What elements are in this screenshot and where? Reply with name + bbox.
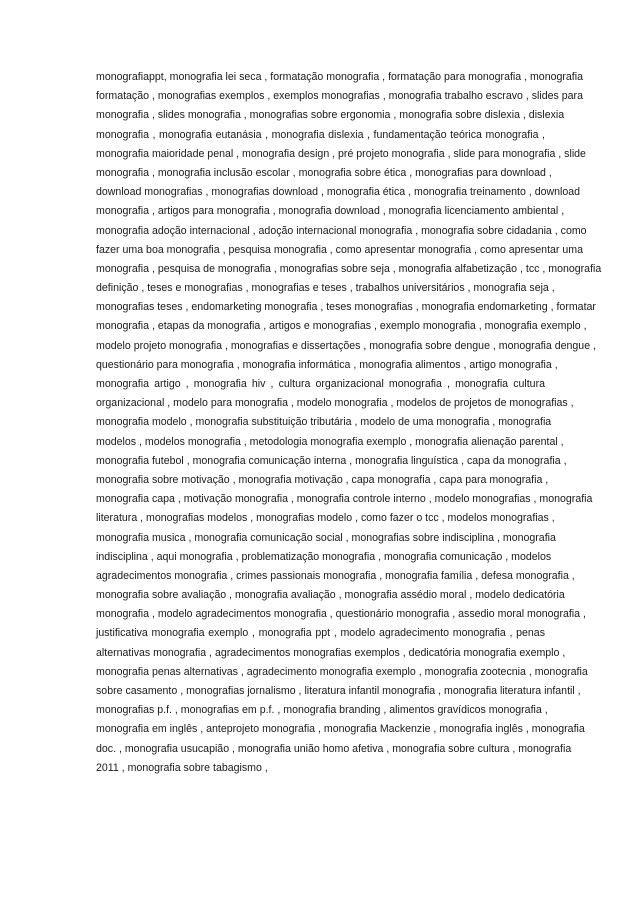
text-line: literatura , monografias modelos , monografias modelo , como fazer o tcc , modelos monografias , <box>96 512 555 525</box>
text-line: questionário para monografia , monografia informática , monografia alimentos , artigo monografia , <box>96 358 558 371</box>
text-line: doc. , monografia usucapião , monografia união homo afetiva , monografia sobre cultura , monografia <box>96 742 572 755</box>
text-line: monografia sobre motivação , monografia motivação , capa monografia , capa para monografia , <box>96 473 549 486</box>
text-line: organizacional , modelo para monografia , modelo monografia , modelos de projetos de monografias , <box>96 397 574 410</box>
keyword-paragraph <box>96 68 602 778</box>
text-line: monografia artigo , monografia hiv , cultura organizacional monografia , monografia cultura <box>96 378 545 390</box>
text-line: monografia , artigos para monografia , monografia download , monografia licenciamento ambiental , <box>96 205 565 218</box>
text-line: 2011 , monografia sobre tabagismo , <box>96 761 268 774</box>
text-line: indisciplina , aqui monografia , problematização monografia , monografia comunicação , modelos <box>96 550 552 563</box>
text-line: sobre casamento , monografias jornalismo , literatura infantil monografia , monografia literatura infantil , <box>96 685 581 697</box>
text-line: monografia , slides monografia , monografias sobre ergonomia , monografia sobre dislexia , dislexia <box>96 109 565 122</box>
text-line: monografia em inglês , anteprojeto monografia , monografia Mackenzie , monografia inglês , monografia <box>96 723 585 736</box>
text-line: monografias p.f. , monografias em p.f. , monografia branding , alimentos gravídicos monografia , <box>96 704 548 717</box>
text-line: monografia , monografia eutanásia , monografia dislexia , fundamentação teórica monografia , <box>96 128 545 141</box>
text-line: monografia penas alternativas , agradecimento monografia exemplo , monografia zootecnia , monografia <box>96 665 588 678</box>
text-line: monografia , etapas da monografia , artigos e monografias , exemplo monografia , monografia exemplo , <box>96 320 587 333</box>
text-line: formatação , monografias exemplos , exemplos monografias , monografia trabalho escravo , slides para <box>96 90 583 103</box>
text-line: monografia modelo , monografia substituição tributária , modelo de uma monografia , monografia <box>96 416 552 429</box>
text-line: alternativas monografia , agradecimentos monografias exemplos , dedicatória monografia exemplo , <box>96 646 566 659</box>
text-line: monografia , modelo agradecimentos monografia , questionário monografia , assedio moral monografia , <box>96 608 586 621</box>
text-line: monografia sobre avaliação , monografia avaliação , monografia assédio moral , modelo dedicatória <box>96 589 565 602</box>
text-line: modelo projeto monografia , monografias e dissertações , monografia sobre dengue , monografia dengue , <box>96 339 596 352</box>
text-line: modelos , modelos monografia , metodologia monografia exemplo , monografia alienação parental , <box>96 435 564 448</box>
text-line: monografias teses , endomarketing monografia , teses monografias , monografia endomarketing , formatar <box>96 301 596 314</box>
text-line: monografia futebol , monografia comunicação interna , monografia linguística , capa da monografia , <box>96 454 567 467</box>
text-line: monografiappt, monografia lei seca , formatação monografia , formatação para monografia , monografia <box>96 71 583 83</box>
text-line: justificativa monografia exemplo , monografia ppt , modelo agradecimento monografia , penas <box>96 627 545 640</box>
text-line: monografia , monografia inclusão escolar , monografia sobre ética , monografias para download , <box>96 166 552 179</box>
text-line: monografia , pesquisa de monografia , monografias sobre seja , monografia alfabetização , tcc , monografia <box>96 262 602 275</box>
text-line: monografia maioridade penal , monografia design , pré projeto monografia , slide para monografia , slide <box>96 147 586 160</box>
text-line: fazer uma boa monografia , pesquisa monografia , como apresentar monografia , como apresentar uma <box>96 243 583 256</box>
text-line: monografia capa , motivação monografia , monografia controle interno , modelo monografias , monografia <box>96 493 593 506</box>
text-line: monografia musica , monografia comunicação social , monografias sobre indisciplina , monografia <box>96 531 556 544</box>
text-line: agradecimentos monografia , crimes passionais monografia , monografia família , defesa monografia , <box>96 569 575 582</box>
text-line: download monografias , monografias download , monografia ética , monografia treinamento , download <box>96 186 581 199</box>
text-line: monografia adoção internacional , adoção internacional monografia , monografia sobre cidadania , como <box>96 224 587 237</box>
text-line: definição , teses e monografias , monografias e teses , trabalhos universitários , monografia seja , <box>96 282 555 295</box>
